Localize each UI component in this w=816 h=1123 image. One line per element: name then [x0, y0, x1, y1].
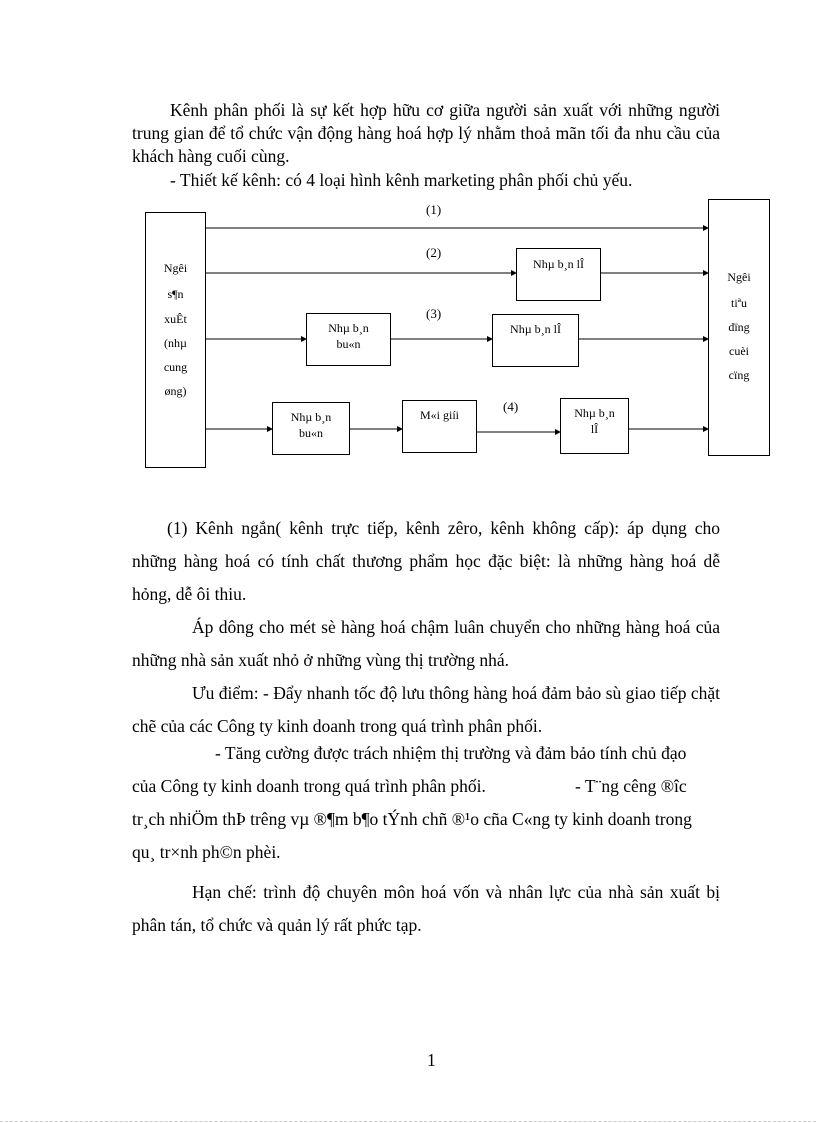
advantage-line-3: tr¸ch nhiÖm thÞ trêng vµ ®¶m b¶o tÝnh chñ ®¹o cña C«ng ty kinh doanh trong [132, 809, 692, 829]
consumer-box [708, 199, 770, 456]
producer-line-5: cung [163, 360, 188, 374]
paragraph-advantages: Ưu điểm: - Đẩy nhanh tốc độ lưu thông hàng hoá đảm bảo sù giao tiếp chặt chẽ của các Công ty kinh doanh trong quá trình phân phối. [132, 683, 720, 736]
producer-line-6: øng) [164, 384, 187, 398]
consumer-line-3: dïng [728, 320, 750, 334]
broker-box-channel-4 [402, 400, 477, 453]
consumer-line-5: cïng [728, 368, 750, 382]
producer-box [145, 212, 206, 468]
intro-paragraph: Kênh phân phối là sự kết hợp hữu cơ giữa người sản xuất với những người trung gian để tổ chức vận động hàng hoá hợp lý nhằm thoả mãn tối đa nhu cầu của khách hàng cuối cùng. [132, 100, 720, 166]
wholesaler-4-line-2: bu«n [299, 426, 323, 440]
page-edge-divider [0, 1121, 816, 1122]
advantage-line-2a: của Công ty kinh doanh trong quá trình phân phối. [132, 776, 486, 796]
retailer-box-channel-2 [516, 248, 601, 301]
producer-line-3: xuÊt [164, 312, 187, 326]
intro-bullet: - Thiết kế kênh: có 4 loại hình kênh marketing phân phối chủ yếu. [170, 170, 633, 190]
retailer-4-line-2: lÎ [590, 422, 599, 436]
advantage-line-4: qu¸ tr×nh ph©n phèi. [132, 842, 281, 862]
producer-line-4: (nhµ [164, 336, 187, 350]
consumer-line-2: tiªu [731, 296, 747, 310]
retailer-2-label: Nhµ b¸n lÎ [533, 257, 584, 271]
advantage-line-1: - Tăng cường được trách nhiệm thị trường và đảm bảo tính chủ đạo [215, 743, 687, 763]
broker-4-label: M«i giíi [419, 408, 459, 422]
wholesaler-4-line-1: Nhµ b¸n [290, 410, 332, 424]
page-number: 1 [427, 1050, 436, 1070]
channel-label-2: (2) [426, 245, 442, 260]
wholesaler-box-channel-4 [272, 402, 350, 455]
producer-line-2: s¶n [167, 287, 184, 301]
wholesaler-3-line-2: bu«n [336, 337, 361, 351]
channel-label-1: (1) [426, 202, 442, 217]
consumer-line-1: Ngêi [727, 270, 751, 284]
channel-label-4: (4) [503, 399, 519, 414]
retailer-box-channel-4 [560, 398, 629, 454]
channel-label-3: (3) [426, 306, 442, 321]
retailer-3-label: Nhµ b¸n lÎ [510, 322, 561, 336]
retailer-box-channel-3 [492, 314, 579, 367]
paragraph-limitations: Hạn chế: trình độ chuyên môn hoá vốn và nhân lực của nhà sản xuất bị phân tán, tổ chức và quản lý rất phức tạp. [132, 882, 720, 935]
producer-line-1: Ngêi [163, 261, 188, 275]
retailer-4-line-1: Nhµ b¸n [574, 406, 615, 420]
wholesaler-box-channel-3 [306, 313, 391, 366]
paragraph-short-channel: (1) Kênh ngắn( kênh trực tiếp, kênh zêro, kênh không cấp): áp dụng cho những hàng hoá có tính chất thương phẩm học đặc biệt: là những hàng hoá dễ hỏng, dễ ôi thiu. [132, 518, 720, 604]
wholesaler-3-line-1: Nhµ b¸n [328, 321, 369, 335]
paragraph-application: Áp dông cho mét sè hàng hoá chậm luân chuyển cho những hàng hoá của những nhà sản xuất nhỏ ở những vùng thị trường nhá. [132, 617, 720, 670]
advantage-line-2b: - T¨ng cêng ®îc [575, 776, 687, 796]
consumer-line-4: cuèi [729, 344, 749, 358]
